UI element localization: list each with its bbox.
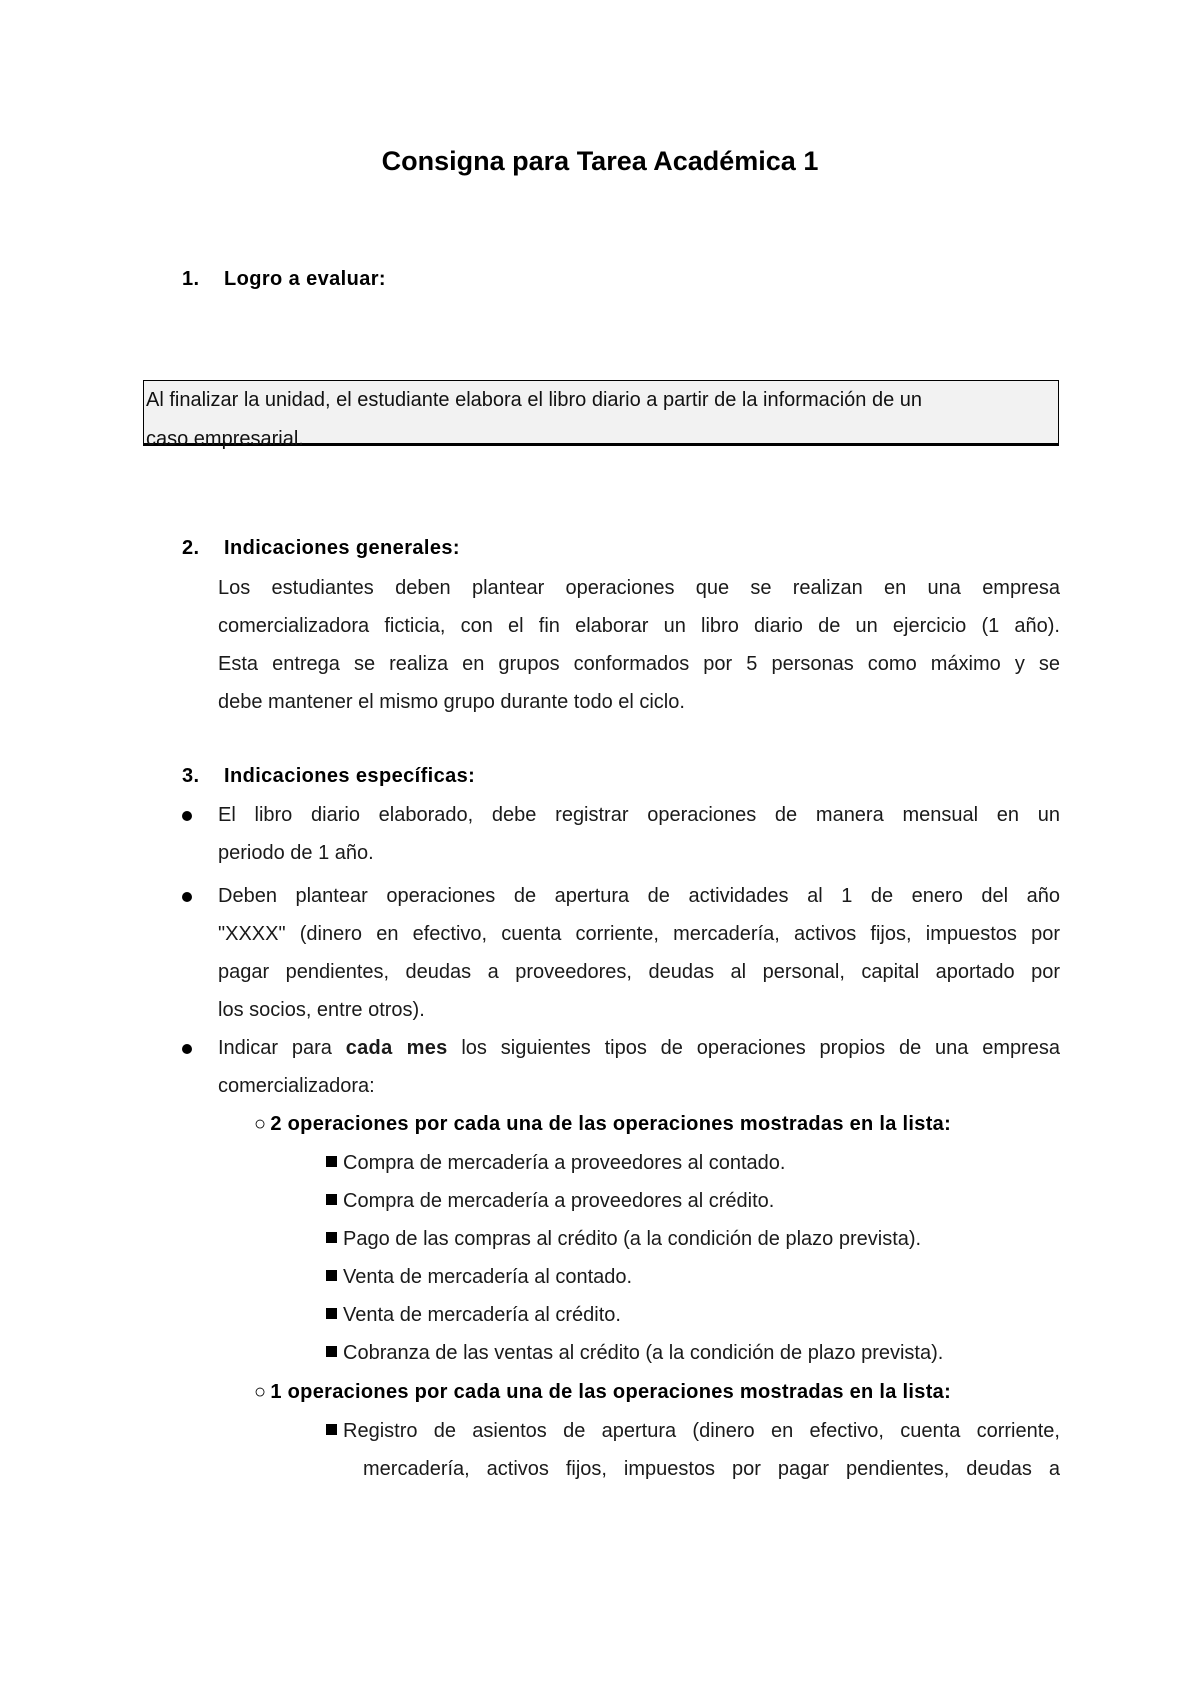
bullet-3-line-1 [218,1029,1060,1067]
group-1-item-2-text: Compra de mercadería a proveedores al crédito. [343,1190,775,1212]
group-2-item-1-line-2: mercadería, activos fijos, impuestos por pagar pendientes, deudas a [363,1458,1060,1480]
square-bullet-icon [326,1156,337,1167]
square-bullet-icon [326,1194,337,1205]
bullet-1-dot [182,811,192,821]
group-1-item-1-text: Compra de mercadería a proveedores al contado. [343,1152,786,1174]
section-2-line-3: Esta entrega se realiza en grupos conformados por 5 personas como máximo y se [218,653,1060,675]
section-2-title: Indicaciones generales: [224,537,460,559]
bullet-1-line-2: periodo de 1 año. [218,842,374,864]
group-2-item-1-line-1 [326,1412,1060,1450]
section-2-line-1: Los estudiantes deben plantear operaciones que se realizan en una empresa [218,577,1060,599]
section-3-number: 3. [182,765,200,787]
bullet-1-line-1: El libro diario elaborado, debe registrar operaciones de manera mensual en un [218,804,1060,826]
group-1-title: 2 operaciones por cada una de las operaciones mostradas en la lista: [270,1113,952,1135]
section-1-title: Logro a evaluar: [224,268,386,290]
bullet-2 [218,877,1060,1029]
bullet-3-suffix: los siguientes tipos de operaciones propios de una empresa [447,1037,1061,1059]
group-1-item-2 [326,1182,774,1220]
square-bullet-icon [326,1232,337,1243]
group-1-item-4-text: Venta de mercadería al contado. [343,1266,633,1288]
group-1-item-3 [326,1220,921,1258]
group-2-item-1-line-1-text: Registro de asientos de apertura (dinero en efectivo, cuenta corriente, [343,1420,1060,1442]
section-3-heading [182,765,475,788]
circle-bullet-icon: ○ [254,1381,267,1403]
bullet-2-line-1: Deben plantear operaciones de apertura de actividades al 1 de enero del año [218,885,1060,907]
logro-box [143,380,1059,450]
section-1-number: 1. [182,268,200,290]
section-1-heading [182,268,386,291]
bullet-3-dot [182,1044,192,1054]
square-bullet-icon [326,1346,337,1357]
group-1-item-1 [326,1144,785,1182]
group-2-title: 1 operaciones por cada una de las operaciones mostradas en la lista: [270,1381,952,1403]
logro-box-line-2: caso empresarial. [146,428,304,450]
square-bullet-icon [326,1424,337,1435]
bullet-2-line-4: los socios, entre otros). [218,999,425,1021]
square-bullet-icon [326,1308,337,1319]
bullet-3-line-2: comercializadora: [218,1075,375,1097]
bullet-2-dot [182,892,192,902]
circle-bullet-icon: ○ [254,1113,267,1135]
square-bullet-icon [326,1270,337,1281]
bullet-2-line-3: pagar pendientes, deudas a proveedores, deudas al personal, capital aportado por [218,961,1060,983]
group-1-item-5-text: Venta de mercadería al crédito. [343,1304,621,1326]
group-1-item-5 [326,1296,621,1334]
bullet-2-line-2: "XXXX" (dinero en efectivo, cuenta corriente, mercadería, activos fijos, impuestos por [218,923,1060,945]
logro-box-line-1: Al finalizar la unidad, el estudiante elabora el libro diario a partir de la información de un [146,389,923,411]
section-2-line-4: debe mantener el mismo grupo durante todo el ciclo. [218,691,685,713]
group-1-item-6 [326,1334,943,1372]
section-2-heading [182,537,460,560]
section-2-paragraph [218,569,1060,721]
bullet-3-bold: cada mes [345,1037,448,1059]
group-1-item-4 [326,1258,632,1296]
page-title: Consigna para Tarea Académica 1 [381,146,819,176]
group-1-item-6-text: Cobranza de las ventas al crédito (a la condición de plazo prevista). [343,1342,944,1364]
bullet-3-prefix: Indicar para [218,1037,346,1059]
section-2-line-2: comercializadora ficticia, con el fin elaborar un libro diario de un ejercicio (1 año). [218,615,1060,637]
group-2-item-1 [326,1412,1060,1488]
bullet-3 [218,1029,1060,1105]
section-2-number: 2. [182,537,200,559]
group-1-heading [254,1105,951,1143]
section-3-title: Indicaciones específicas: [224,765,476,787]
group-2-heading [254,1373,951,1411]
group-1-item-3-text: Pago de las compras al crédito (a la condición de plazo prevista). [343,1228,922,1250]
bullet-1 [218,796,1060,872]
